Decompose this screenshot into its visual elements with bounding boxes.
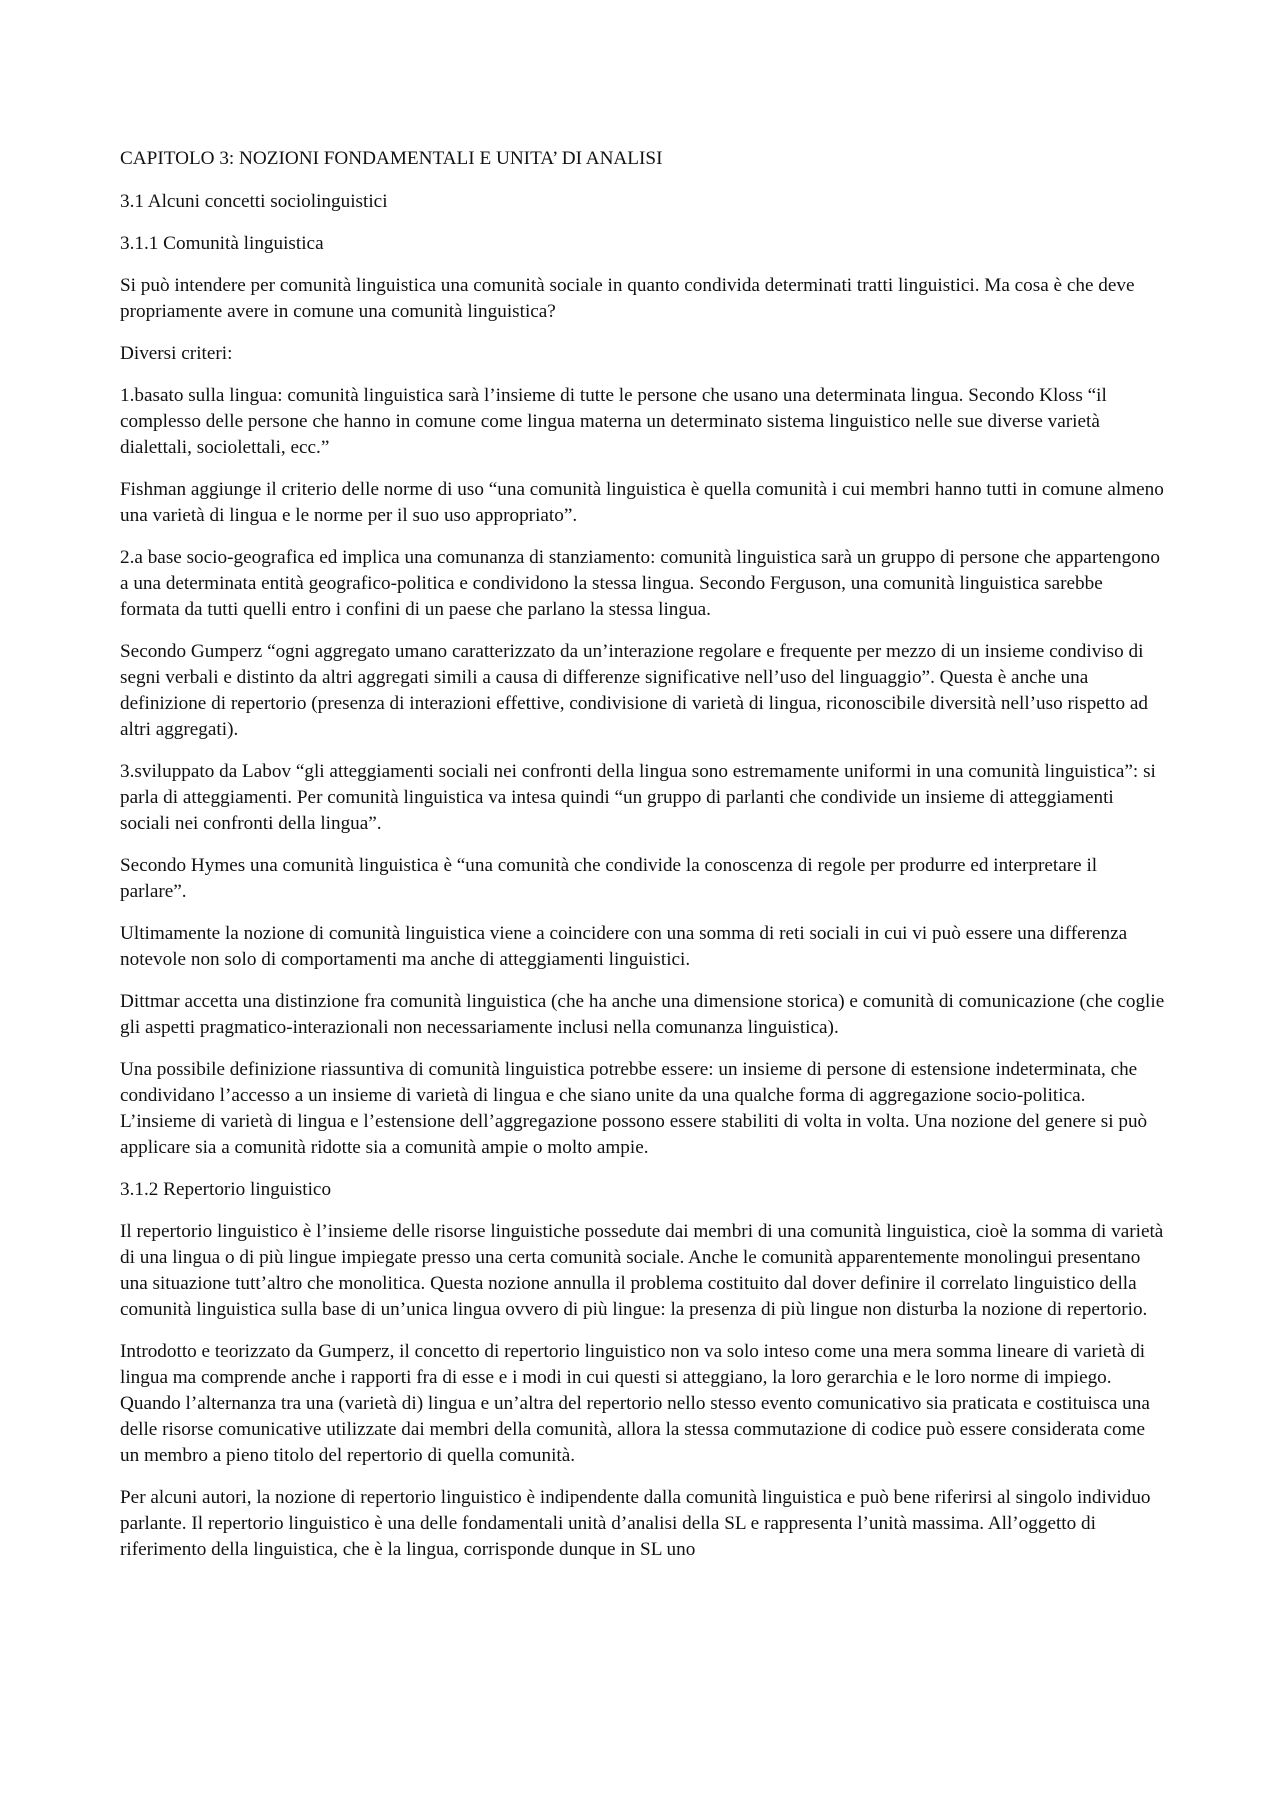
paragraph: Una possibile definizione riassuntiva di comunità linguistica potrebbe essere: un insieme di persone di estensione indeterminata, che condividano l’accesso a un insieme di varietà di lingua e che siano unite da una qualche forma di aggregazione socio-politica. L’insieme di varietà di lingua e l’estensione dell’aggregazione possono essere stabiliti di volta in volta. Una nozione del genere si può applicare sia a comunità ridotte sia a comunità ampie o molto ampie. [120, 1059, 1148, 1158]
paragraph: Introdotto e teorizzato da Gumperz, il concetto di repertorio linguistico non va solo inteso come una mera somma lineare di varietà di lingua ma comprende anche i rapporti fra di esse e i modi in cui questi si atteggiano, la loro gerarchia e le loro norme di impiego. Quando l’alternanza tra una (varietà di) lingua e un’altra del repertorio nello stesso evento comunicativo sia praticata e costituisca una delle risorse comunicative utilizzate dai membri della comunità, allora la stessa commutazione di codice può essere considerata come un membro a pieno titolo del repertorio di quella comunità. [120, 1341, 1150, 1466]
subsection-title-repertorio: 3.1.2 Repertorio linguistico [120, 1179, 332, 1200]
paragraph: Diversi criteri: [120, 343, 233, 364]
paragraph: Secondo Gumperz “ogni aggregato umano caratterizzato da un’interazione regolare e frequente per mezzo di un insieme condiviso di segni verbali e distinto da altri aggregati simili a causa di differenze significative nell’uso del linguaggio”. Questa è anche una definizione di repertorio (presenza di interazioni effettive, condivisione di varietà di lingua, riconoscibile diversità nell’uso rispetto ad altri aggregati). [120, 641, 1148, 740]
section-title: 3.1 Alcuni concetti sociolinguistici [120, 191, 388, 212]
paragraph: 2.a base socio-geografica ed implica una comunanza di stanziamento: comunità linguistica sarà un gruppo di persone che appartengono a una determinata entità geografico-politica e condividono la stessa lingua. Secondo Ferguson, una comunità linguistica sarebbe formata da tutti quelli entro i confini di un paese che parlano la stessa lingua. [120, 547, 1161, 620]
paragraph: Il repertorio linguistico è l’insieme delle risorse linguistiche possedute dai membri di una comunità linguistica, cioè la somma di varietà di una lingua o di più lingue impiegate presso una certa comunità sociale. Anche le comunità apparentemente monolingui presentano una situazione tutt’altro che monolitica. Questa nozione annulla il problema costituito dal dover definire il correlato linguistico della comunità linguistica sulla base di un’unica lingua ovvero di più lingue: la presenza di più lingue non disturba la nozione di repertorio. [120, 1221, 1164, 1320]
paragraph: Secondo Hymes una comunità linguistica è “una comunità che condivide la conoscenza di regole per produrre ed interpretare il parlare”. [120, 855, 1098, 902]
chapter-title: CAPITOLO 3: NOZIONI FONDAMENTALI E UNITA’ DI ANALISI [120, 148, 663, 169]
subsection-title-comunita: 3.1.1 Comunità linguistica [120, 233, 324, 254]
document-page [120, 146, 1166, 1579]
paragraph: Per alcuni autori, la nozione di repertorio linguistico è indipendente dalla comunità linguistica e può bene riferirsi al singolo individuo parlante. Il repertorio linguistico è una delle fondamentali unità d’analisi della SL e rappresenta l’unità massima. All’oggetto di riferimento della linguistica, che è la lingua, corrisponde dunque in SL uno [120, 1487, 1151, 1560]
paragraph: Dittmar accetta una distinzione fra comunità linguistica (che ha anche una dimensione storica) e comunità di comunicazione (che coglie gli aspetti pragmatico-interazionali non necessariamente inclusi nella comunanza linguistica). [120, 991, 1165, 1038]
paragraph: 3.sviluppato da Labov “gli atteggiamenti sociali nei confronti della lingua sono estremamente uniformi in una comunità linguistica”: si parla di atteggiamenti. Per comunità linguistica va intesa quindi “un gruppo di parlanti che condivide un insieme di atteggiamenti sociali nei confronti della lingua”. [120, 761, 1156, 834]
paragraph: 1.basato sulla lingua: comunità linguistica sarà l’insieme di tutte le persone che usano una determinata lingua. Secondo Kloss “il complesso delle persone che hanno in comune come lingua materna un determinato sistema linguistico nelle sue diverse varietà dialettali, sociolettali, ecc.” [120, 385, 1107, 458]
paragraph: Ultimamente la nozione di comunità linguistica viene a coincidere con una somma di reti sociali in cui vi può essere una differenza notevole non solo di comportamenti ma anche di atteggiamenti linguistici. [120, 923, 1128, 970]
paragraph: Si può intendere per comunità linguistica una comunità sociale in quanto condivida determinati tratti linguistici. Ma cosa è che deve propriamente avere in comune una comunità linguistica? [120, 275, 1135, 322]
paragraph: Fishman aggiunge il criterio delle norme di uso “una comunità linguistica è quella comunità i cui membri hanno tutti in comune almeno una varietà di lingua e le norme per il suo uso appropriato”. [120, 479, 1164, 526]
